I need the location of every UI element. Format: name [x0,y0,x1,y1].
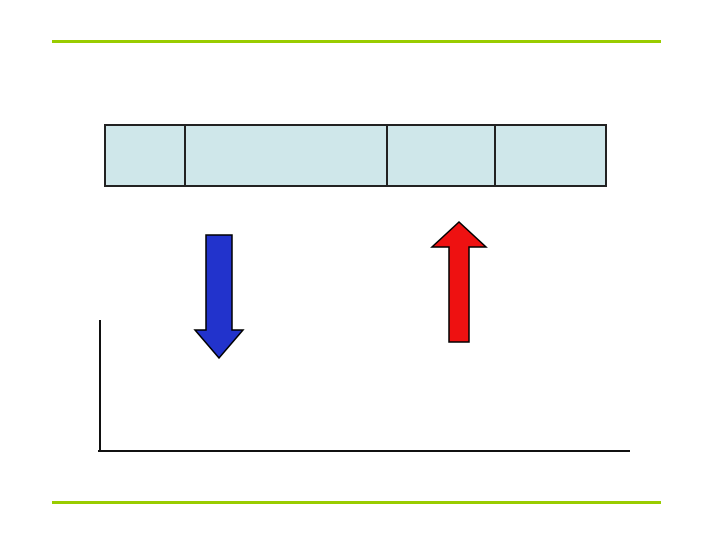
bottom-rule [52,501,661,504]
down-arrow [195,235,243,358]
up-arrow [432,222,486,342]
